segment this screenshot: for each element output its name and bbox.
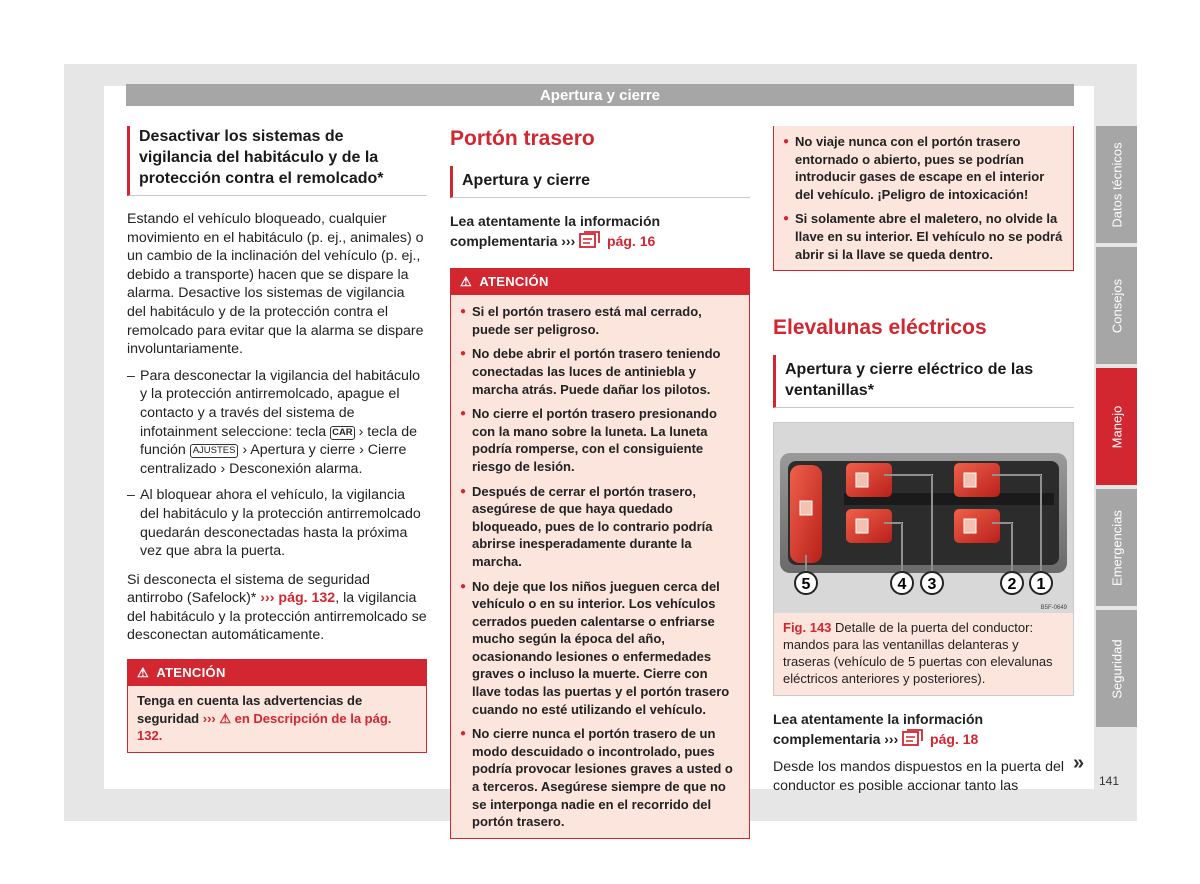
step-1: – Para desconectar la vigilancia del habitáculo y la protección antirremolcado, apague el contacto y a través del sistema de infotainment seleccione: tecla CAR › tecla de función AJUSTES › Apertura y cierre › Cierre centralizado › Desconexión alarma. (127, 367, 427, 479)
tab-emergencias[interactable]: Emergencias (1096, 489, 1137, 606)
column-middle (450, 126, 750, 839)
intro-paragraph: Estando el vehículo bloqueado, cualquier movimiento en el habitáculo (p. ej., animales) o un cambio de la inclinación del vehículo (p. ej., debido a transporte) hacen que se dispare la alarma. Desactive los sistemas de vigilancia del habitáculo y de la protección contra el remolcado para evitar que la alarma se dispare involuntariamente. (127, 211, 424, 358)
step-2: – Al bloquear ahora el vehículo, la vigilancia del habitáculo y la protección antirremolcado quedarán desconectadas hasta la próxima vez que abra la puerta. (127, 486, 427, 560)
warning-box (127, 659, 427, 753)
tab-datos-tecnicos[interactable]: Datos técnicos (1096, 126, 1137, 243)
safelock-paragraph: Si desconecta el sistema de seguridad antirrobo (Safelock)* ››› pág. 132, la vigilancia del habitáculo y la protección antirremolcado se desconectan automáticamente. (127, 571, 427, 644)
page-reference-link[interactable]: pág. 18 (930, 730, 979, 747)
warning-triangle-icon: ⚠ (137, 665, 149, 681)
callout-1: 1 (1036, 576, 1046, 594)
page-reference-link[interactable]: ››› pág. 132 (260, 590, 336, 607)
continue-arrow-icon: » (1073, 752, 1085, 774)
warning-body (774, 126, 1073, 270)
section-title: Portón trasero (450, 127, 595, 150)
tab-manejo[interactable]: Manejo (1096, 368, 1137, 485)
read-more-paragraph: Lea atentamente la información complementaria ››› pág. 18 (773, 711, 984, 747)
warning-item: ● No viaje nunca con el portón trasero entornado o abierto, pues se podrían introducir gases de escape en el interior del vehículo. ¡Peligro de intoxicación! (783, 133, 1064, 203)
column-right (773, 126, 1074, 796)
warning-header: ⚠ ATENCIÓN (128, 660, 426, 686)
warning-item: ● No cierre nunca el portón trasero de un modo descuidado o incontrolado, pues podría provocar lesiones graves a usted o a terceros. Asegúrese siempre de que no se interponga nadie en el recorrido del portón trasero. (460, 725, 740, 831)
section-header: Apertura y cierre (126, 84, 1074, 106)
callout-4: 4 (897, 576, 907, 594)
warning-item: ● Si el portón trasero está mal cerrado, puede ser peligroso. (460, 303, 740, 338)
body-paragraph: Desde los mandos dispuestos en la puerta del conductor es posible accionar tanto las (773, 759, 1065, 794)
tab-consejos[interactable]: Consejos (1096, 247, 1137, 364)
warning-item: ● No deje que los niños jueguen cerca del vehículo o en su interior. Los vehículos cerrados pueden calentarse o enfriarse mucho según la época del año, ocasionando lesiones o enfermedades graves o incluso la muerte. Cierre con llave todas las puertas y el portón trasero cuando no esté utilizando el vehículo. (460, 578, 740, 719)
booklet-icon (902, 729, 926, 747)
ajustes-key-icon: AJUSTES (190, 444, 239, 458)
page-number: 141 (1099, 774, 1120, 788)
figure-window-switches (773, 422, 1074, 696)
figure-caption: Fig. 143 Detalle de la puerta del conductor: mandos para las ventanillas delanteras y traseras (vehículo de 5 puertas con elevalunas eléctricos anteriores y posteriores). (774, 613, 1073, 695)
warning-header: ⚠ ATENCIÓN (451, 269, 749, 295)
warning-item: ● No cierre el portón trasero presionando con la mano sobre la luneta. La luneta podría romperse, con el consiguiente riesgo de lesión. (460, 405, 740, 475)
warning-box (450, 268, 750, 839)
section-title: Elevalunas eléctricos (773, 316, 987, 340)
warning-box-continued (773, 126, 1074, 271)
booklet-icon (579, 231, 603, 249)
window-switch-panel-image (774, 423, 1073, 613)
subsection-title: Desactivar los sistemas de vigilancia del habitáculo y de la protección contra el remolcado* (127, 126, 427, 196)
warning-item: ● Si solamente abre el maletero, no olvide la llave en su interior. El vehículo no se podrá abrir si la llave se queda dentro. (783, 210, 1064, 263)
subsection-title: Apertura y cierre eléctrico de las ventanillas* (773, 355, 1074, 408)
warning-item: ● Después de cerrar el portón trasero, asegúrese de que haya quedado bloqueado, pues de lo contrario podría abrirse inesperadamente durante la marcha. (460, 483, 740, 571)
warning-item: ● No debe abrir el portón trasero teniendo conectadas las luces de antiniebla y marcha atrás. Puede dañar los pilotos. (460, 345, 740, 398)
callout-5: 5 (801, 576, 811, 594)
car-key-icon: CAR (332, 426, 353, 438)
tab-seguridad[interactable]: Seguridad (1096, 610, 1137, 727)
figure-code: B5F-0649 (1040, 605, 1067, 612)
callout-3: 3 (927, 576, 937, 594)
subsection-title: Apertura y cierre (450, 166, 750, 198)
warning-triangle-icon: ⚠ (460, 274, 472, 290)
read-more-paragraph: Lea atentamente la información complementaria ››› pág. 16 (450, 213, 661, 249)
callout-2: 2 (1007, 576, 1017, 594)
warning-body: Tenga en cuenta las advertencias de seguridad ››› ⚠ en Descripción de la pág. 132. (137, 693, 392, 744)
page-reference-link[interactable]: pág. 16 (607, 232, 656, 249)
column-left (127, 126, 427, 753)
warning-reference-link[interactable]: ››› ⚠ en Descripción de la pág. 132. (137, 710, 392, 744)
warning-body (451, 295, 749, 838)
